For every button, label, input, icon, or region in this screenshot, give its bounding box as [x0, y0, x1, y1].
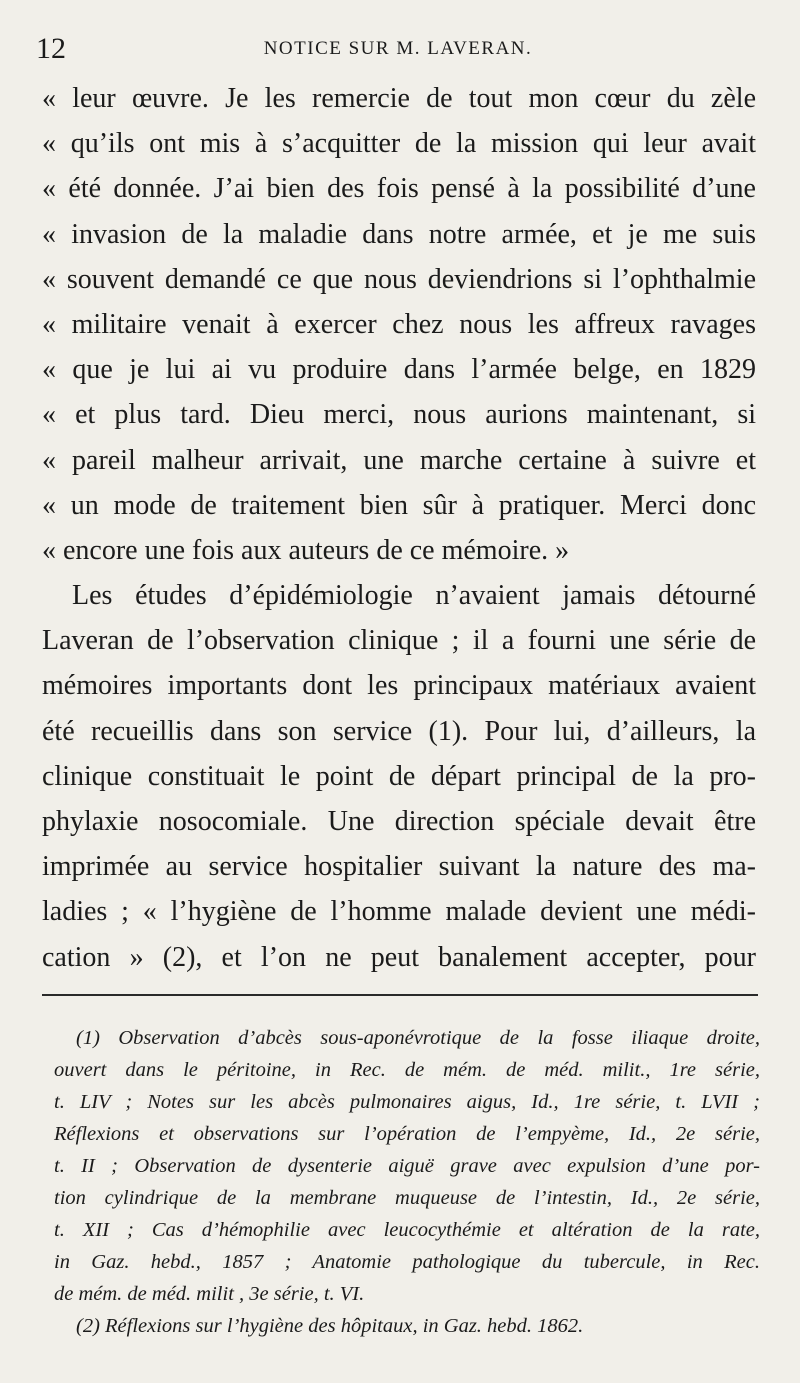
- text-line: « encore une fois aux auteurs de ce mémoire. »: [42, 534, 570, 566]
- footnote-line: Réflexions et observations sur l’opération de l’empyème, Id., 2e série,: [54, 1123, 760, 1145]
- footnote-line: t. XII ; Cas d’hémophilie avec leucocythémie et altération de la rate,: [54, 1219, 760, 1241]
- footnote-line: in Gaz. hebd., 1857 ; Anatomie pathologique du tubercule, in Rec.: [54, 1251, 760, 1273]
- text-line: mémoires importants dont les principaux matériaux avaient: [42, 670, 756, 702]
- text-line: Les études d’épidémiologie n’avaient jamais détourné: [72, 580, 756, 612]
- footnote-line: (2) Réflexions sur l’hygiène des hôpitaux, in Gaz. hebd. 1862.: [76, 1315, 584, 1337]
- text-line: « souvent demandé ce que nous deviendrions si l’ophthalmie: [42, 263, 756, 295]
- text-line: « invasion de la maladie dans notre armée, et je me suis: [42, 218, 756, 250]
- footnotes: [54, 1022, 760, 1342]
- text-line: « leur œuvre. Je les remercie de tout mon cœur du zèle: [42, 83, 756, 114]
- footnote-line: t. II ; Observation de dysenterie aiguë grave avec expulsion d’une por-: [54, 1155, 760, 1177]
- footnote-line: tion cylindrique de la membrane muqueuse de l’intestin, Id., 2e série,: [54, 1187, 760, 1209]
- text-line: « un mode de traitement bien sûr à pratiquer. Merci donc: [42, 489, 756, 521]
- text-line: « militaire venait à exercer chez nous les affreux ravages: [42, 308, 756, 340]
- text-line: « été donnée. J’ai bien des fois pensé à la possibilité d’une: [42, 173, 756, 205]
- footnote-line: ouvert dans le péritoine, in Rec. de mém. de méd. milit., 1re série,: [54, 1059, 760, 1081]
- text-line: Laveran de l’observation clinique ; il a fourni une série de: [42, 625, 756, 657]
- text-line: « qu’ils ont mis à s’acquitter de la mission qui leur avait: [42, 128, 756, 160]
- text-line: été recueillis dans son service (1). Pour lui, d’ailleurs, la: [42, 715, 756, 747]
- footnote-line: t. LIV ; Notes sur les abcès pulmonaires aigus, Id., 1re série, t. LVII ;: [54, 1091, 760, 1113]
- text-line: « et plus tard. Dieu merci, nous aurions maintenant, si: [42, 399, 756, 431]
- running-title: NOTICE SUR M. LAVERAN.: [263, 38, 533, 59]
- page-number: 12: [36, 32, 66, 65]
- text-line: « pareil malheur arrivait, une marche certaine à suivre et: [42, 444, 756, 476]
- body-text: [42, 76, 756, 980]
- text-line: « que je lui ai vu produire dans l’armée belge, en 1829: [42, 354, 756, 386]
- page-header: [36, 32, 760, 72]
- footnote-divider: [42, 994, 758, 996]
- text-line: imprimée au service hospitalier suivant la nature des ma-: [42, 851, 756, 883]
- text-line: clinique constituait le point de départ principal de la pro-: [42, 760, 756, 792]
- footnote-line: (1) Observation d’abcès sous-aponévrotique de la fosse iliaque droite,: [76, 1027, 760, 1049]
- text-line: cation » (2), et l’on ne peut banalement accepter, pour: [42, 941, 756, 973]
- text-line: ladies ; « l’hygiène de l’homme malade devient une médi-: [42, 896, 756, 928]
- footnote-line: de mém. de méd. milit , 3e série, t. VI.: [54, 1283, 365, 1305]
- text-line: phylaxie nosocomiale. Une direction spéciale devait être: [42, 806, 756, 837]
